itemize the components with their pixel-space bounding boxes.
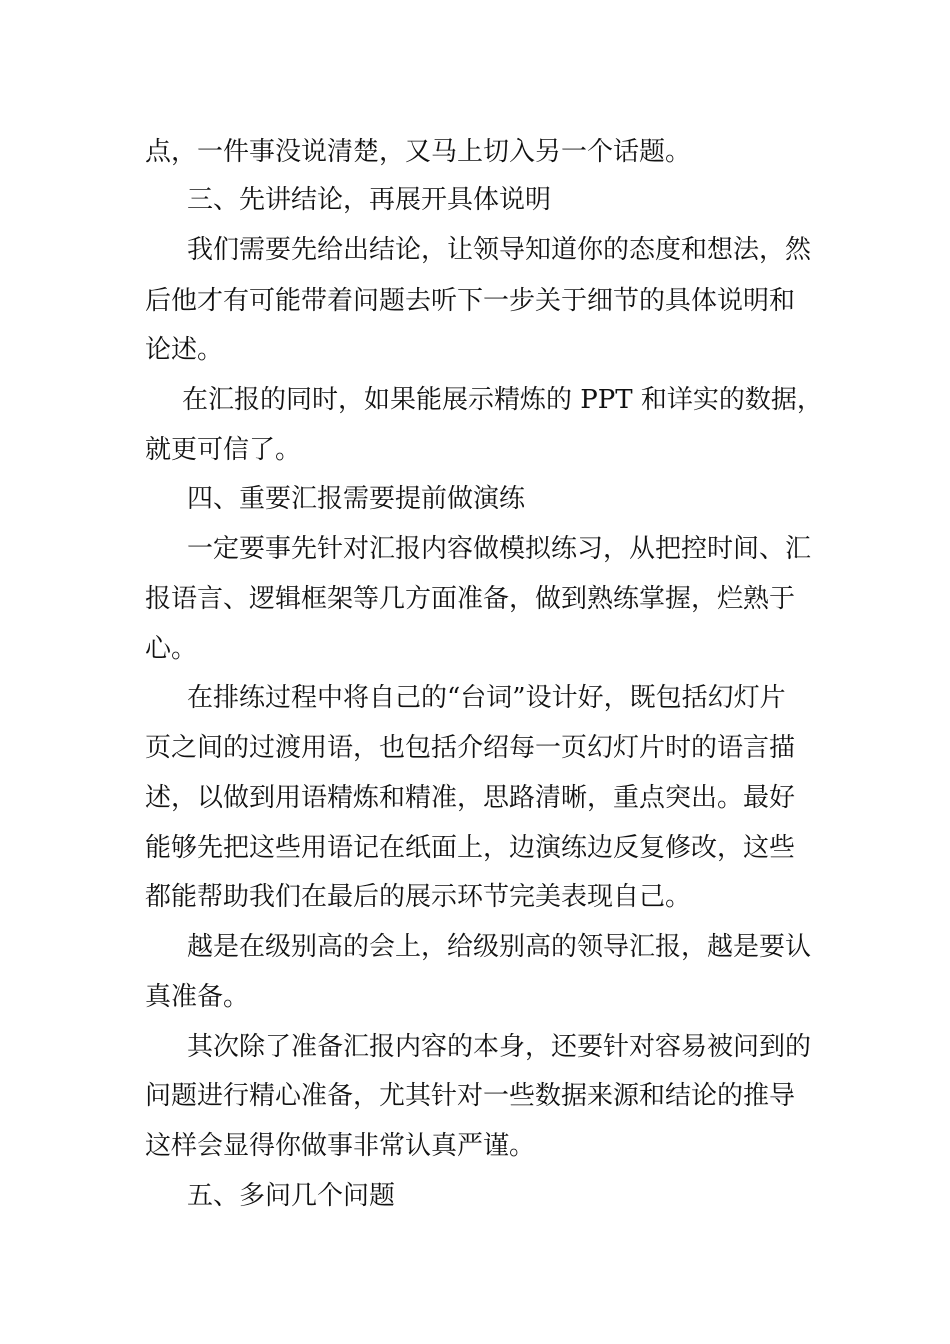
body-text-line: 页之间的过渡用语，也包括介绍每一页幻灯片时的语言描 xyxy=(145,733,796,763)
body-text-line: 在汇报的同时，如果能展示精炼的 PPT 和详实的数据， xyxy=(182,385,823,415)
section-heading: 四、重要汇报需要提前做演练 xyxy=(187,484,526,514)
body-text-line: 能够先把这些用语记在纸面上，边演练边反复修改，这些 xyxy=(145,833,796,863)
body-text-line: 点，一件事没说清楚，又马上切入另一个话题。 xyxy=(145,137,692,167)
body-text-line: 越是在级别高的会上，给级别高的领导汇报，越是要认 xyxy=(187,932,812,962)
body-text-line: 一定要事先针对汇报内容做模拟练习，从把控时间、汇 xyxy=(187,534,812,564)
body-text-line: 后他才有可能带着问题去听下一步关于细节的具体说明和 xyxy=(145,286,796,316)
section-heading: 五、多问几个问题 xyxy=(187,1181,396,1211)
section-heading: 三、先讲结论，再展开具体说明 xyxy=(187,185,552,215)
body-text-line: 其次除了准备汇报内容的本身，还要针对容易被问到的 xyxy=(187,1032,812,1062)
body-text-line: 这样会显得你做事非常认真严谨。 xyxy=(145,1131,536,1161)
body-text-line: 报语言、逻辑框架等几方面准备，做到熟练掌握，烂熟于 xyxy=(145,584,796,614)
body-text-line: 问题进行精心准备，尤其针对一些数据来源和结论的推导 xyxy=(145,1081,796,1111)
body-text-line: 真准备。 xyxy=(145,982,250,1012)
body-text-line: 都能帮助我们在最后的展示环节完美表现自己。 xyxy=(145,882,692,912)
body-text-line: 我们需要先给出结论，让领导知道你的态度和想法，然 xyxy=(187,235,812,265)
body-text-line: 心。 xyxy=(145,634,198,664)
body-text-line: 述，以做到用语精炼和精准，思路清晰，重点突出。最好 xyxy=(145,783,796,813)
body-text-line: 就更可信了。 xyxy=(145,435,302,465)
body-text-line: 在排练过程中将自己的“台词”设计好，既包括幻灯片 xyxy=(187,683,786,713)
body-text-line: 论述。 xyxy=(145,335,224,365)
